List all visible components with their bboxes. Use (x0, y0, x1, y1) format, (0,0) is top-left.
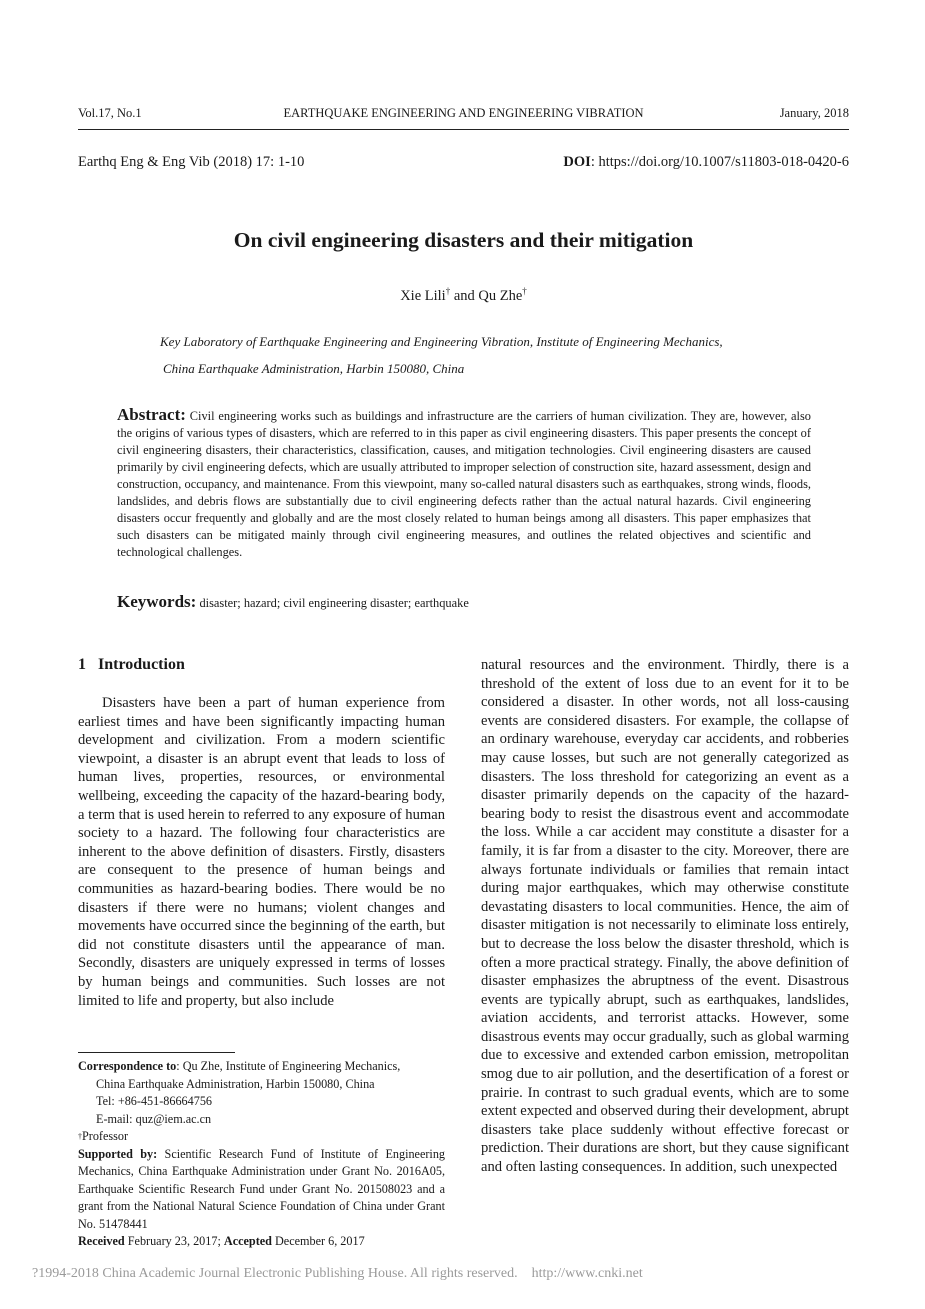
issue-date: January, 2018 (779, 106, 849, 120)
accepted-label: Accepted (223, 1234, 272, 1248)
header-rule (78, 129, 849, 130)
footnotes (78, 1058, 445, 1251)
copyright-footer (32, 1266, 892, 1282)
author2-mark: † (522, 286, 527, 296)
author-list (78, 288, 849, 305)
received-accepted (78, 1233, 445, 1251)
author-xie-lili: Xie Lili (400, 288, 446, 304)
professor-mark: † (78, 1132, 82, 1141)
section-number: 1 (78, 656, 86, 673)
keywords (117, 592, 811, 612)
section-title: Introduction (98, 656, 185, 673)
doi[interactable] (563, 154, 849, 171)
doi-value: : https://doi.org/10.1007/s11803-018-0420-6 (590, 154, 849, 170)
professor-text: Professor (82, 1129, 129, 1143)
cnki-url[interactable]: http://www.cnki.net (531, 1266, 643, 1281)
professor-note (78, 1128, 445, 1146)
body-paragraph-left: Disasters have been a part of human experience from earliest times and have been significantly impacting human development and civilization. From a modern scientific viewpoint, a disaster is an abrupt event that leads to loss of human lives, properties, resources, or environmental wellbeing, exceeding the capacity of the hazard-bearing body, a term that is used herein to referred to any exposure of human society to a hazard. The following four characteristics are inherent to the above definition of disasters. Firstly, disasters are consequent to the presence of human beings and communities as hazard-bearing bodies. There would be no disasters if there were no humans; violent changes and movements have occurred since the beginning of the earth, but did not constitute disasters until the appearance of man. Secondly, disasters are uniquely expressed in terms of losses by human beings and communities. Such losses are not limited to life and property, but also include (78, 695, 445, 1009)
received-date: February 23, 2017; (124, 1234, 224, 1248)
running-header (78, 106, 849, 126)
volume-issue: Vol.17, No.1 (78, 106, 142, 120)
funding-text: Scientific Research Fund of Institute of Engineering Mechanics, China Earthquake Administration under Grant No. 2016A05, Earthquake Scientific Research Fund under Grant No. 201508023 and a grant from the National Natural Science Foundation of China under Grant No. 51478441 (78, 1146, 446, 1231)
abstract-text: Civil engineering works such as buildings and infrastructure are the carriers of human civilization. They are, however, also the origins of various types of disasters, which are referred to in this paper as civil engineering disasters. This paper presents the concept of civil engineering disasters, their characteristics, classification, causes, and mitigation technologies. Civil engineering disasters are caused primarily by civil engineering defects, which are usually attributed to improper selection of construction site, hazard assessment, design and construction, occupancy, and maintenance. From this viewpoint, many so-called natural disasters such as earthquakes, strong winds, floods, landslides, and debris flows are substantially due to civil engineering defects rather than the actual natural hazards. Civil engineering disasters occur frequently and globally and are the most closely related to human beings among all disasters. This paper emphasizes that such disasters can be mitigated mainly through civil engineering measures, and outlines the related objectives and scientific and technological challenges. (117, 409, 812, 559)
abstract-label: Abstract: (117, 405, 186, 424)
email[interactable]: E-mail: quz@iem.ac.cn (96, 1111, 212, 1126)
body-right-column (481, 656, 849, 1177)
telephone: Tel: +86-451-86664756 (96, 1094, 213, 1108)
section-heading (78, 656, 185, 674)
citation-line (78, 154, 849, 176)
affiliation-line-1: Key Laboratory of Earthquake Engineering and Engineering Vibration, Institute of Engineering Mechanics, (160, 334, 723, 349)
abstract (117, 406, 811, 561)
citation-reference: Earthq Eng & Eng Vib (2018) 17: 1-10 (78, 154, 305, 170)
correspondence-address: China Earthquake Administration, Harbin 150080, China (96, 1076, 375, 1091)
journal-name: EARTHQUAKE ENGINEERING AND ENGINEERING VIBRATION (283, 106, 644, 120)
author1-mark: † (445, 286, 451, 296)
keywords-text: disaster; hazard; civil engineering disaster; earthquake (199, 596, 469, 610)
doi-label: DOI (563, 154, 591, 170)
body-left-column (78, 694, 445, 1010)
correspondence-text: : Qu Zhe, Institute of Engineering Mechanics, (176, 1059, 401, 1073)
accepted-date: December 6, 2017 (271, 1234, 365, 1248)
footnote-rule (78, 1052, 235, 1053)
copyright-text: ?1994-2018 China Academic Journal Electronic Publishing House. All rights reserved. (32, 1266, 518, 1281)
author-conjunction: and (450, 288, 479, 304)
affiliation-line-2: China Earthquake Administration, Harbin 150080, China (163, 361, 465, 376)
correspondence (78, 1058, 445, 1076)
body-paragraph-right: natural resources and the environment. Thirdly, there is a threshold of the extent of loss due to an event for it to be considered a disaster. In other words, not all loss-causing events are considered disasters. For example, the collapse of an ordinary warehouse, everyday car accidents, and robberies may cause losses, but such are not generally categorized as disasters. The loss threshold for categorizing an event as a disaster primarily depends on the capacity of the hazard-bearing body to resist the disastrous event and accommodate the loss. While a car accident may constitute a disaster for a family, it is far from a disaster to the city. Moreover, there are always fortunate individuals or families that remain intact during major earthquakes, which may otherwise constitute devastating disasters to local communities. Hence, the aim of disaster mitigation is not necessarily to eliminate loss entirely, but to decrease the loss below the disaster threshold, which is often a more practical strategy. Finally, the above definition of disaster emphasizes the abruptness of the event. Disastrous events are typically abrupt, such as earthquakes, landslides, aviation accidents, and terrorist attacks. However, some disastrous events may occur gradually, such as global warming due to excessive and extended carbon emission, metropolitan smog due to air pollution, and the desertification of a forest or prairie. In contrast to such gradual events, which are to some extent expected and observed during their development, abrupt disasters take place suddenly without effective forecast or prediction. Their durations are short, but they cause significant and often lasting consequences. In addition, such unexpected (481, 657, 849, 1176)
author-qu-zhe: Qu Zhe (478, 288, 523, 304)
correspondence-label: Correspondence to (78, 1059, 177, 1073)
keywords-label: Keywords: (117, 592, 197, 611)
paper-title: On civil engineering disasters and their mitigation (233, 228, 694, 252)
funding-label: Supported by: (78, 1146, 158, 1161)
funding (78, 1146, 445, 1234)
received-label: Received (78, 1234, 125, 1248)
